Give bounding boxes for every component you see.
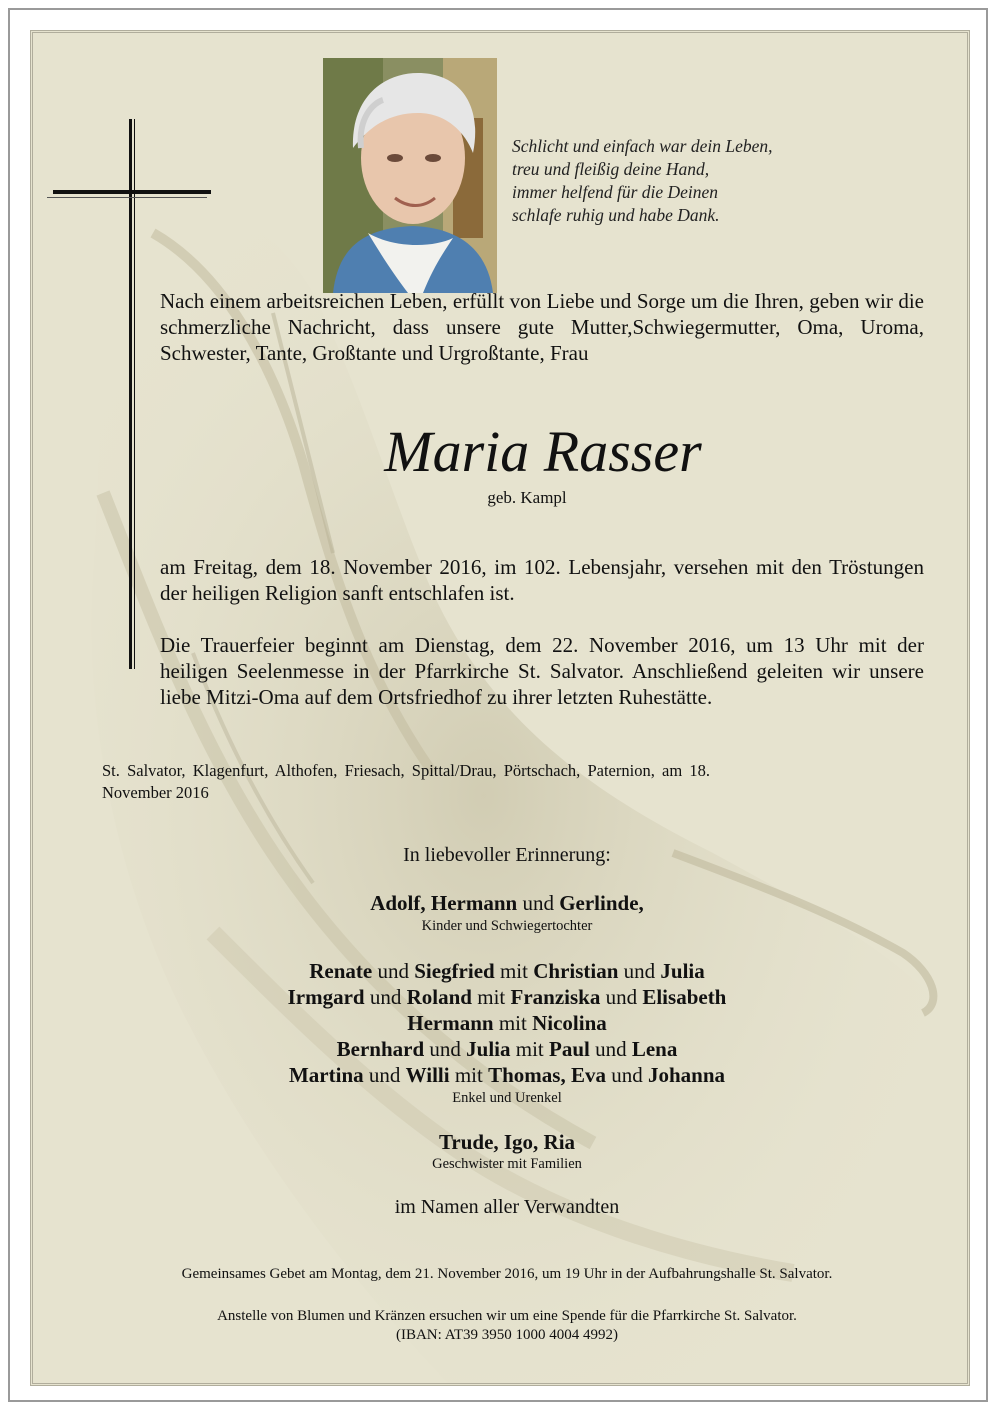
donation-text: Anstelle von Blumen und Kränzen ersuchen wir um eine Spende für die Pfarrkirche St. Salvator. [217,1308,797,1324]
cross-horizontal-line [47,197,207,198]
mourner-name: Renate [309,959,373,983]
grandchildren-line [0,1062,1000,1088]
verse-line: immer helfend für die Deinen [512,182,719,202]
death-paragraph: am Freitag, dem 18. November 2016, im 102. Lebensjahr, versehen mit den Tröstungen der heiligen Religion sanft entschlafen ist. [160,555,924,605]
connector-text: mit [510,1037,550,1061]
cross-horizontal-bar [53,190,211,194]
connector-text: und [364,985,407,1009]
grandchildren-line [0,1036,1000,1062]
cross-vertical-line [134,119,135,669]
funeral-paragraph: Die Trauerfeier beginnt am Dienstag, dem 22. November 2016, um 13 Uhr mit der heiligen Seelenmesse in der Pfarrkirche St. Salvator. Anschließend geleiten wir unsere liebe Mitzi-Oma auf dem Ortsfriedhof zu ihrer letzten Ruhestätte. [160,633,924,709]
mourner-name: Trude, Igo, Ria [438,1130,576,1154]
birth-name: geb. Kampl [487,488,567,507]
mourner-name: Lena [631,1037,678,1061]
connector-text: mit [449,1063,489,1087]
verse-line: schlafe ruhig und habe Dank. [512,205,720,225]
portrait-photo [323,58,497,293]
closing-line: im Namen aller Verwandten [394,1196,620,1218]
mourner-name: Nicolina [532,1011,607,1035]
grandchildren-block [0,958,1000,1088]
children-label: Kinder und Schwiegertochter [421,918,593,934]
connector-text: und [424,1037,467,1061]
mourner-name: Thomas, Eva [488,1063,606,1087]
mourner-name: Siegfried [414,959,495,983]
mourner-name: Julia [466,1037,511,1061]
mourner-name: Bernhard [336,1037,425,1061]
siblings-label: Geschwister mit Familien [432,1156,582,1172]
mourner-name: Elisabeth [642,985,727,1009]
mourner-names-bold: Gerlinde, [559,891,644,915]
place-and-date: St. Salvator, Klagenfurt, Althofen, Friesach, Spittal/Drau, Pörtschach, Paternion, am 18. November 2016 [102,761,710,802]
grandchildren-line [0,1010,1000,1036]
mourner-names-bold: Adolf, Hermann [370,891,518,915]
deceased-name: Maria Rasser [384,419,702,484]
grandchildren-label: Enkel und Urenkel [452,1090,562,1106]
connector-text: und [517,891,560,915]
donation-note [0,1307,1000,1345]
verse-line: Schlicht und einfach war dein Leben, [512,136,773,156]
connector-text: mit [493,1011,533,1035]
cross-vertical-bar [129,119,132,669]
connector-text: mit [494,959,534,983]
verse-line: treu und fleißig deine Hand, [512,159,710,179]
mourner-name: Roland [406,985,472,1009]
connector-text: und [589,1037,632,1061]
siblings-names [0,1129,1000,1155]
mourner-name: Martina [288,1063,364,1087]
prayer-note: Gemeinsames Gebet am Montag, dem 21. November 2016, um 19 Uhr in der Aufbahrungshalle St. Salvator. [181,1266,833,1282]
connector-text: und [372,959,415,983]
iban-text: (IBAN: AT39 3950 1000 4004 4992) [395,1327,619,1343]
intro-paragraph: Nach einem arbeitsreichen Leben, erfüllt von Liebe und Sorge um die Ihren, geben wir die schmerzliche Nachricht, dass unsere gute Mutter,Schwiegermutter, Oma, Uroma, Schwester, Tante, Großtante und Urgroßtante, Frau [160,289,924,365]
memorial-verse [512,135,773,227]
memory-heading: In liebevoller Erinnerung: [403,844,611,866]
grandchildren-line [0,984,1000,1010]
mourner-name: Christian [533,959,619,983]
connector-text: und [618,959,661,983]
connector-text: und [600,985,643,1009]
mourner-name: Johanna [647,1063,726,1087]
grandchildren-line [0,958,1000,984]
connector-text: und [363,1063,406,1087]
mourner-name: Hermann [407,1011,494,1035]
mourner-name: Willi [405,1063,450,1087]
mourner-name: Julia [660,959,705,983]
mourner-name: Franziska [510,985,601,1009]
mourner-name: Irmgard [287,985,365,1009]
connector-text: mit [471,985,511,1009]
children-names [0,890,1000,916]
mourner-name: Paul [549,1037,590,1061]
connector-text: und [605,1063,648,1087]
